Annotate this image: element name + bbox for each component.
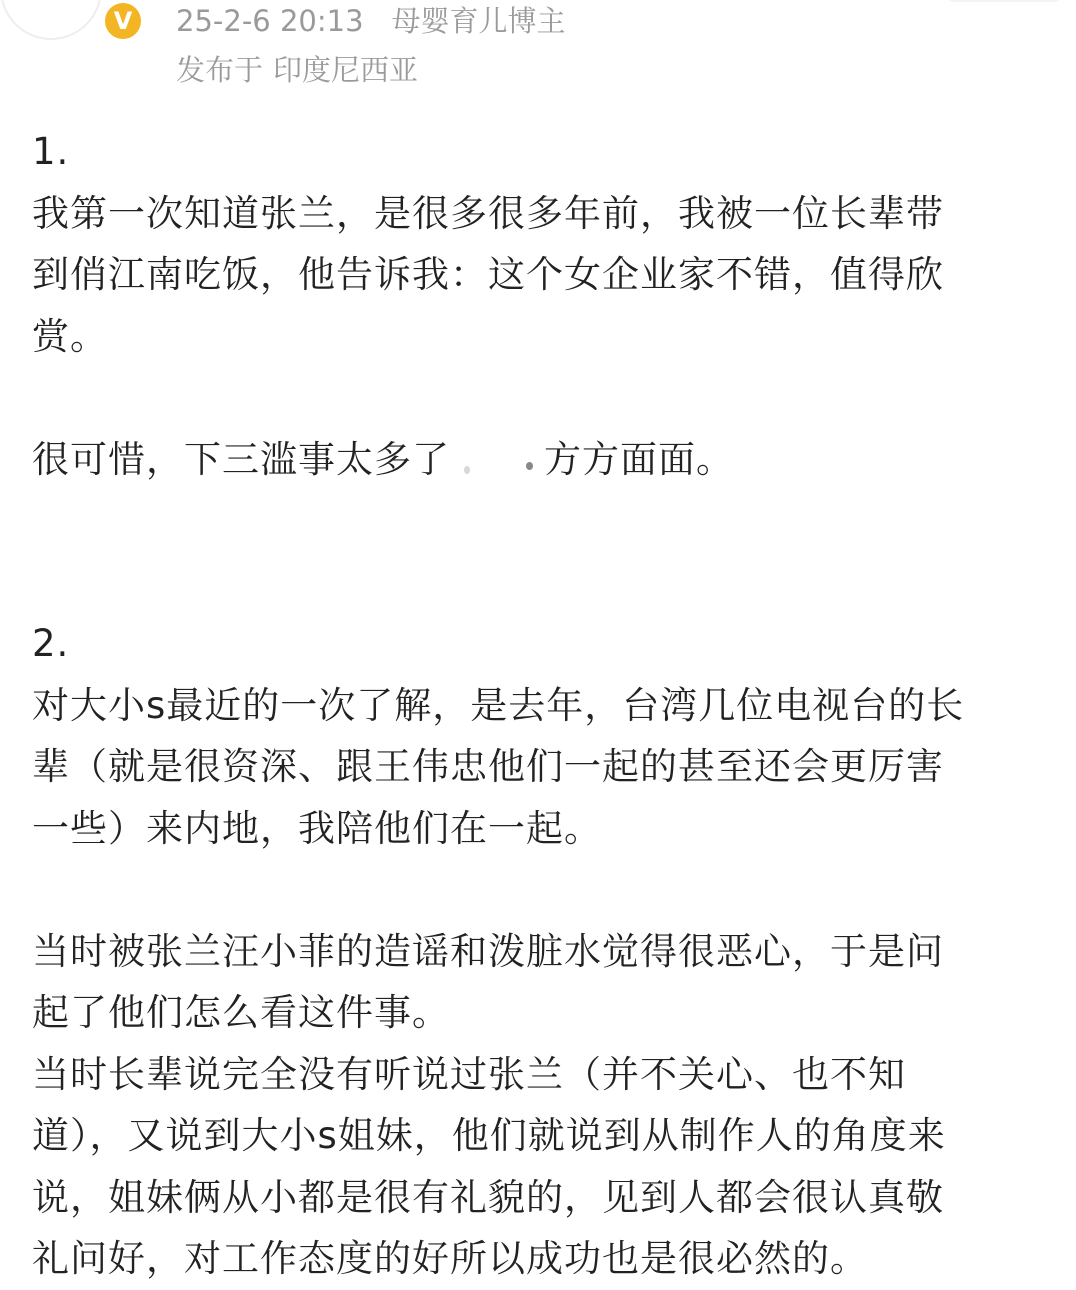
paragraph-line: 到俏江南吃饭，他告诉我：这个女企业家不错，值得欣 — [32, 253, 944, 296]
paragraph-line: 我第一次知道张兰，是很多很多年前，我被一位长辈带 — [32, 191, 944, 235]
text-after-redaction: 方方面面。 — [544, 437, 734, 481]
post-meta — [176, 2, 566, 40]
section-number: 1. — [32, 130, 70, 173]
text-before-redaction: 很可惜，下三滥事太多了 — [32, 437, 450, 481]
author-tag: 母婴育儿博主 — [391, 4, 566, 38]
paragraph-line: 赏。 — [32, 314, 108, 358]
top-action-area[interactable] — [946, 0, 1062, 2]
redacted-text — [450, 438, 544, 478]
paragraph-line: 辈（就是很资深、跟王伟忠他们一起的甚至还会更厉害 — [32, 745, 944, 788]
paragraph-line: 说，姐妹俩从小都是很有礼貌的，见到人都会很认真敬 — [32, 1175, 944, 1219]
post-location — [176, 51, 418, 89]
verified-badge-icon: V — [105, 3, 141, 39]
post-timestamp: 25-2-6 20:13 — [176, 4, 364, 38]
paragraph-line — [32, 429, 1042, 491]
paragraph-line: 当时被张兰汪小菲的造谣和泼脏水觉得很恶心，于是问 — [32, 929, 944, 973]
post-header — [0, 0, 1076, 100]
avatar[interactable] — [0, 0, 102, 40]
location-text: 印度尼西亚 — [273, 53, 419, 87]
paragraph-line: 当时长辈说完全没有听说过张兰（并不关心、也不知 — [32, 1052, 906, 1096]
post-body — [32, 121, 1042, 1290]
paragraph-line: 礼问好，对工作态度的好所以成功也是很必然的。 — [32, 1237, 868, 1280]
paragraph-line: 道），又说到大小s姐妹，他们就说到从制作人的角度来 — [32, 1114, 946, 1157]
paragraph-line: 一些）来内地，我陪他们在一起。 — [32, 806, 602, 850]
section-number: 2. — [32, 622, 70, 665]
publish-prefix: 发布于 — [176, 53, 264, 87]
paragraph-line: 起了他们怎么看这件事。 — [32, 991, 450, 1034]
paragraph-line: 对大小s最近的一次了解，是去年，台湾几位电视台的长 — [32, 683, 965, 727]
